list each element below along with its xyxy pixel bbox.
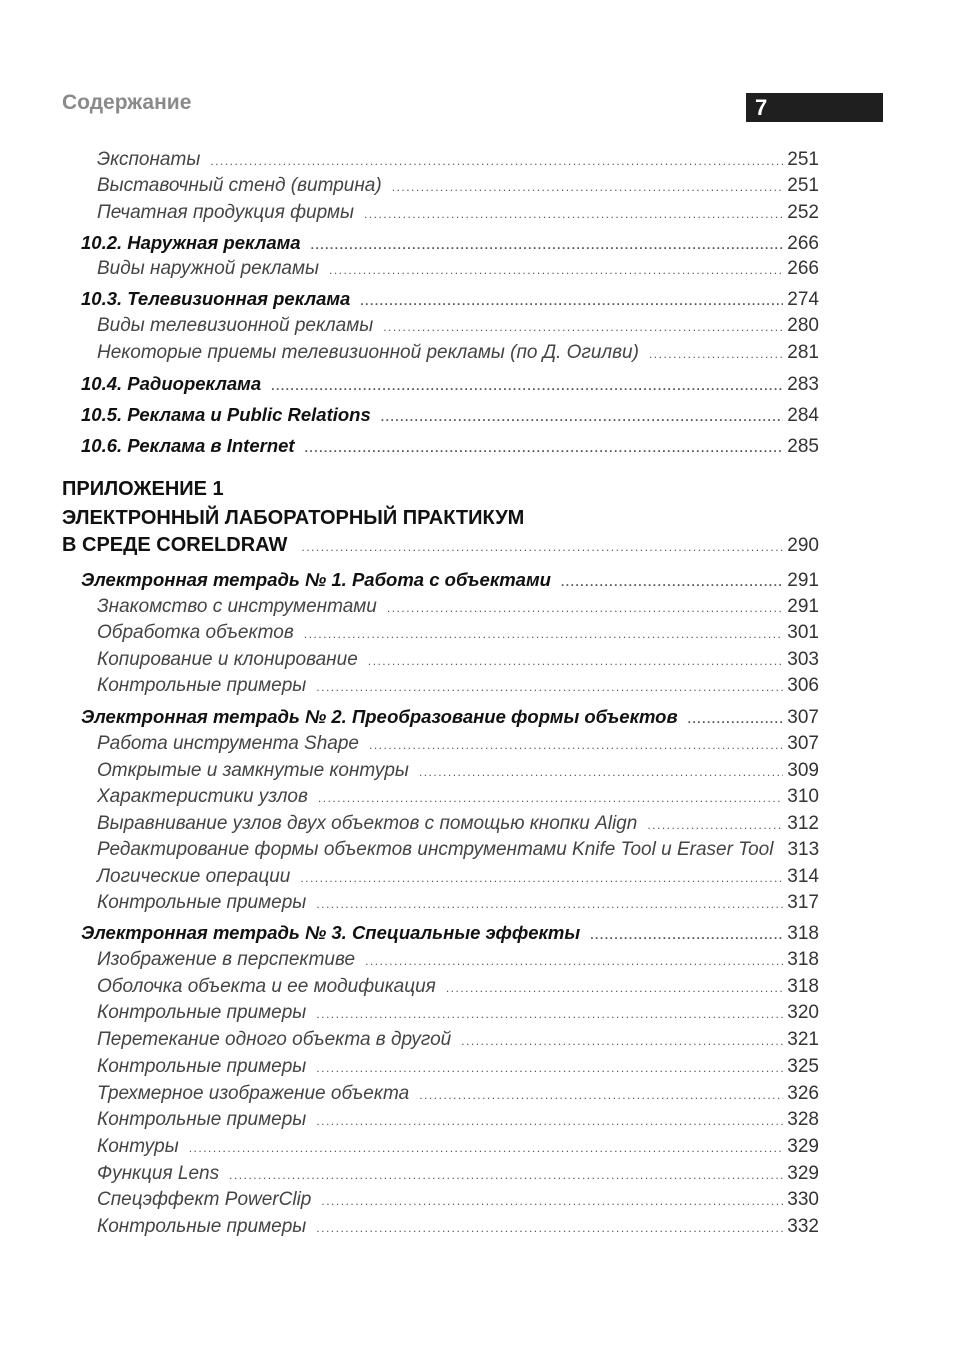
dot-leader <box>271 379 783 393</box>
toc-subentry[interactable] <box>97 649 819 675</box>
dot-leader <box>383 320 783 334</box>
toc-subentry[interactable] <box>97 258 819 284</box>
toc-entry-title: Экспонаты <box>97 149 201 170</box>
toc-subentry[interactable] <box>97 866 819 892</box>
toc-entry-page: 303 <box>787 649 819 670</box>
toc-entry-page: 318 <box>787 976 819 997</box>
toc-entry-page: 274 <box>787 289 819 310</box>
toc-entry-page: 266 <box>787 233 819 254</box>
dot-leader <box>301 540 783 554</box>
toc-subentry[interactable] <box>97 596 819 622</box>
toc-entry-title: 10.4. Радиореклама <box>81 373 262 394</box>
dot-leader <box>316 1221 783 1235</box>
toc-entry-title: Электронная тетрадь № 2. Преобразование формы объектов <box>81 706 678 727</box>
page-header-title: Содержание <box>62 91 192 114</box>
toc-subentry[interactable] <box>97 1109 819 1135</box>
toc-entry-page: 285 <box>787 436 819 457</box>
toc-entry-page: 306 <box>787 675 819 696</box>
toc-entry-title: Контуры <box>97 1136 179 1157</box>
toc-subentry[interactable] <box>97 1189 819 1215</box>
appendix-heading-line1: ПРИЛОЖЕНИЕ 1 <box>62 478 224 500</box>
toc-entry-title: Обработка объектов <box>97 622 294 643</box>
dot-leader <box>461 1034 783 1048</box>
dot-leader <box>446 981 783 995</box>
toc-subentry[interactable] <box>97 342 819 368</box>
toc-subentry[interactable] <box>97 149 819 175</box>
toc-entry-title: Копирование и клонирование <box>97 649 358 670</box>
toc-entry-title: Функция Lens <box>97 1163 220 1184</box>
toc-section-entry[interactable] <box>81 706 819 732</box>
dot-leader <box>381 410 784 424</box>
toc-subentry[interactable] <box>97 760 819 786</box>
toc-entry-title: Виды наружной рекламы <box>97 258 320 279</box>
toc-entry-title: 10.6. Реклама в Internet <box>81 435 295 456</box>
dot-leader <box>316 1007 783 1021</box>
toc-subentry[interactable] <box>97 839 819 865</box>
toc-subentry[interactable] <box>97 949 819 975</box>
toc-subentry[interactable] <box>97 786 819 812</box>
toc-entry-page: 320 <box>787 1002 819 1023</box>
toc-subentry[interactable] <box>97 1002 819 1028</box>
dot-leader <box>419 765 783 779</box>
toc-subentry[interactable] <box>97 733 819 759</box>
toc-section-entry[interactable] <box>81 569 819 595</box>
toc-entry-page: 307 <box>787 707 819 728</box>
toc-subentry[interactable] <box>97 675 819 701</box>
toc-subentry[interactable] <box>97 315 819 341</box>
dot-leader <box>318 791 783 805</box>
toc-entry-page: 252 <box>787 202 819 223</box>
toc-entry-page: 309 <box>787 760 819 781</box>
toc-entry-page: 291 <box>787 596 819 617</box>
toc-subentry[interactable] <box>97 1056 819 1082</box>
toc-subentry[interactable] <box>97 175 819 201</box>
toc-entry-page: 325 <box>787 1056 819 1077</box>
toc-entry-page: 328 <box>787 1109 819 1130</box>
toc-entry-title: Контрольные примеры <box>97 1109 307 1130</box>
toc-entry-page: 330 <box>787 1189 819 1210</box>
toc-entry-title: Контрольные примеры <box>97 675 307 696</box>
toc-entry-page: 332 <box>787 1216 819 1237</box>
toc-entry-page: 280 <box>787 315 819 336</box>
toc-entry-title: Контрольные примеры <box>97 1002 307 1023</box>
dot-leader <box>369 738 783 752</box>
page-number: 7 <box>755 95 768 120</box>
toc-subentry[interactable] <box>97 976 819 1002</box>
toc-entry-title: Открытые и замкнутые контуры <box>97 760 409 781</box>
toc-subentry[interactable] <box>97 1163 819 1189</box>
dot-leader <box>392 180 784 194</box>
toc-entry-page: 283 <box>787 374 819 395</box>
page-number-tab <box>746 93 883 122</box>
dot-leader <box>316 1061 783 1075</box>
toc-section-entry[interactable] <box>81 404 819 430</box>
toc-entry-title: Контрольные примеры <box>97 1056 307 1077</box>
toc-subentry[interactable] <box>97 1029 819 1055</box>
toc-subentry[interactable] <box>97 1136 819 1162</box>
dot-leader <box>316 680 783 694</box>
toc-entry-title: Некоторые приемы телевизионной рекламы (по Д. Огилви) <box>97 342 639 363</box>
toc-entry-title: Оболочка объекта и ее модификация <box>97 976 436 997</box>
dot-leader <box>316 1114 783 1128</box>
dot-leader <box>647 818 783 832</box>
toc-entry-page: 326 <box>787 1083 819 1104</box>
dot-leader <box>300 871 783 885</box>
toc-entry-title: 10.3. Телевизионная реклама <box>81 288 351 309</box>
toc-subentry[interactable] <box>97 813 819 839</box>
dot-leader <box>688 712 784 726</box>
toc-section-entry[interactable] <box>81 288 819 314</box>
toc-entry-title: Перетекание одного объекта в другой <box>97 1029 452 1050</box>
toc-entry-page: 317 <box>787 892 819 913</box>
toc-entry-title: Работа инструмента Shape <box>97 733 359 754</box>
appendix-page-number: 290 <box>787 535 819 556</box>
toc-entry-page: 291 <box>787 570 819 591</box>
dot-leader <box>368 654 784 668</box>
toc-entry-title: Изображение в перспективе <box>97 949 356 970</box>
toc-section-entry[interactable] <box>81 435 819 461</box>
toc-entry-title: Логические операции <box>97 866 291 887</box>
dot-leader <box>360 294 783 308</box>
appendix-heading-line3 <box>62 534 819 557</box>
toc-entry-title: Виды телевизионной рекламы <box>97 315 374 336</box>
toc-entry-page: 312 <box>787 813 819 834</box>
toc-subentry[interactable] <box>97 622 819 648</box>
toc-entry-page: 310 <box>787 786 819 807</box>
toc-entry-title: Трехмерное изображение объекта <box>97 1083 410 1104</box>
toc-section-entry[interactable] <box>81 232 819 258</box>
toc-entry-title: Печатная продукция фирмы <box>97 202 354 223</box>
toc-entry-page: 281 <box>787 342 819 363</box>
toc-entry-title: Контрольные примеры <box>97 892 307 913</box>
dot-leader <box>210 154 783 168</box>
dot-leader <box>419 1088 783 1102</box>
dot-leader <box>649 347 783 361</box>
toc-entry-title: Выставочный стенд (витрина) <box>97 175 382 196</box>
toc-entry-page: 251 <box>787 149 819 170</box>
toc-entry-page: 318 <box>787 923 819 944</box>
toc-entry-page: 307 <box>787 733 819 754</box>
toc-entry-page: 251 <box>787 175 819 196</box>
toc-entry-title: Знакомство с инструментами <box>97 596 377 617</box>
toc-subentry[interactable] <box>97 892 819 918</box>
dot-leader <box>321 1194 783 1208</box>
toc-entry-page: 318 <box>787 949 819 970</box>
toc-section-entry[interactable] <box>81 373 819 399</box>
dot-leader <box>387 601 783 615</box>
toc-entry-page: 314 <box>787 866 819 887</box>
toc-entry-title: Выравнивание узлов двух объектов с помощью кнопки Align <box>97 813 638 834</box>
toc-subentry[interactable] <box>97 1216 819 1242</box>
dot-leader <box>304 627 784 641</box>
dot-leader <box>305 441 784 455</box>
dot-leader <box>590 928 783 942</box>
toc-entry-title: Электронная тетрадь № 3. Специальные эффекты <box>81 922 581 943</box>
appendix-heading-text: В СРЕДЕ CORELDRAW <box>62 534 288 556</box>
toc-entry-page: 313 <box>787 839 820 860</box>
dot-leader <box>229 1168 783 1182</box>
toc-entry-title: Электронная тетрадь № 1. Работа с объектами <box>81 569 551 590</box>
toc-entry-page: 284 <box>787 405 819 426</box>
toc-entry-page: 266 <box>787 258 819 279</box>
toc-entry-page: 329 <box>787 1163 819 1184</box>
dot-leader <box>364 207 783 221</box>
toc-subentry[interactable] <box>97 1083 819 1109</box>
toc-section-entry[interactable] <box>81 922 819 948</box>
toc-entry-page: 329 <box>787 1136 819 1157</box>
toc-entry-title: Редактирование формы объектов инструментами Knife Tool и Eraser Tool <box>97 839 774 860</box>
dot-leader <box>365 954 783 968</box>
dot-leader <box>316 897 783 911</box>
toc-entry-title: Спецэффект PowerClip <box>97 1189 312 1210</box>
toc-subentry[interactable] <box>97 202 819 228</box>
appendix-heading-line2: ЭЛЕКТРОННЫЙ ЛАБОРАТОРНЫЙ ПРАКТИКУМ <box>62 507 525 529</box>
toc-entry-page: 321 <box>787 1029 819 1050</box>
toc-entry-title: Характеристики узлов <box>97 786 308 807</box>
dot-leader <box>329 263 783 277</box>
dot-leader <box>561 575 783 589</box>
toc-entry-title: Контрольные примеры <box>97 1216 307 1237</box>
dot-leader <box>189 1141 784 1155</box>
toc-entry-page: 301 <box>787 622 819 643</box>
dot-leader <box>311 238 784 252</box>
toc-entry-title: 10.5. Реклама и Public Relations <box>81 404 371 425</box>
toc-entry-title: 10.2. Наружная реклама <box>81 232 301 253</box>
